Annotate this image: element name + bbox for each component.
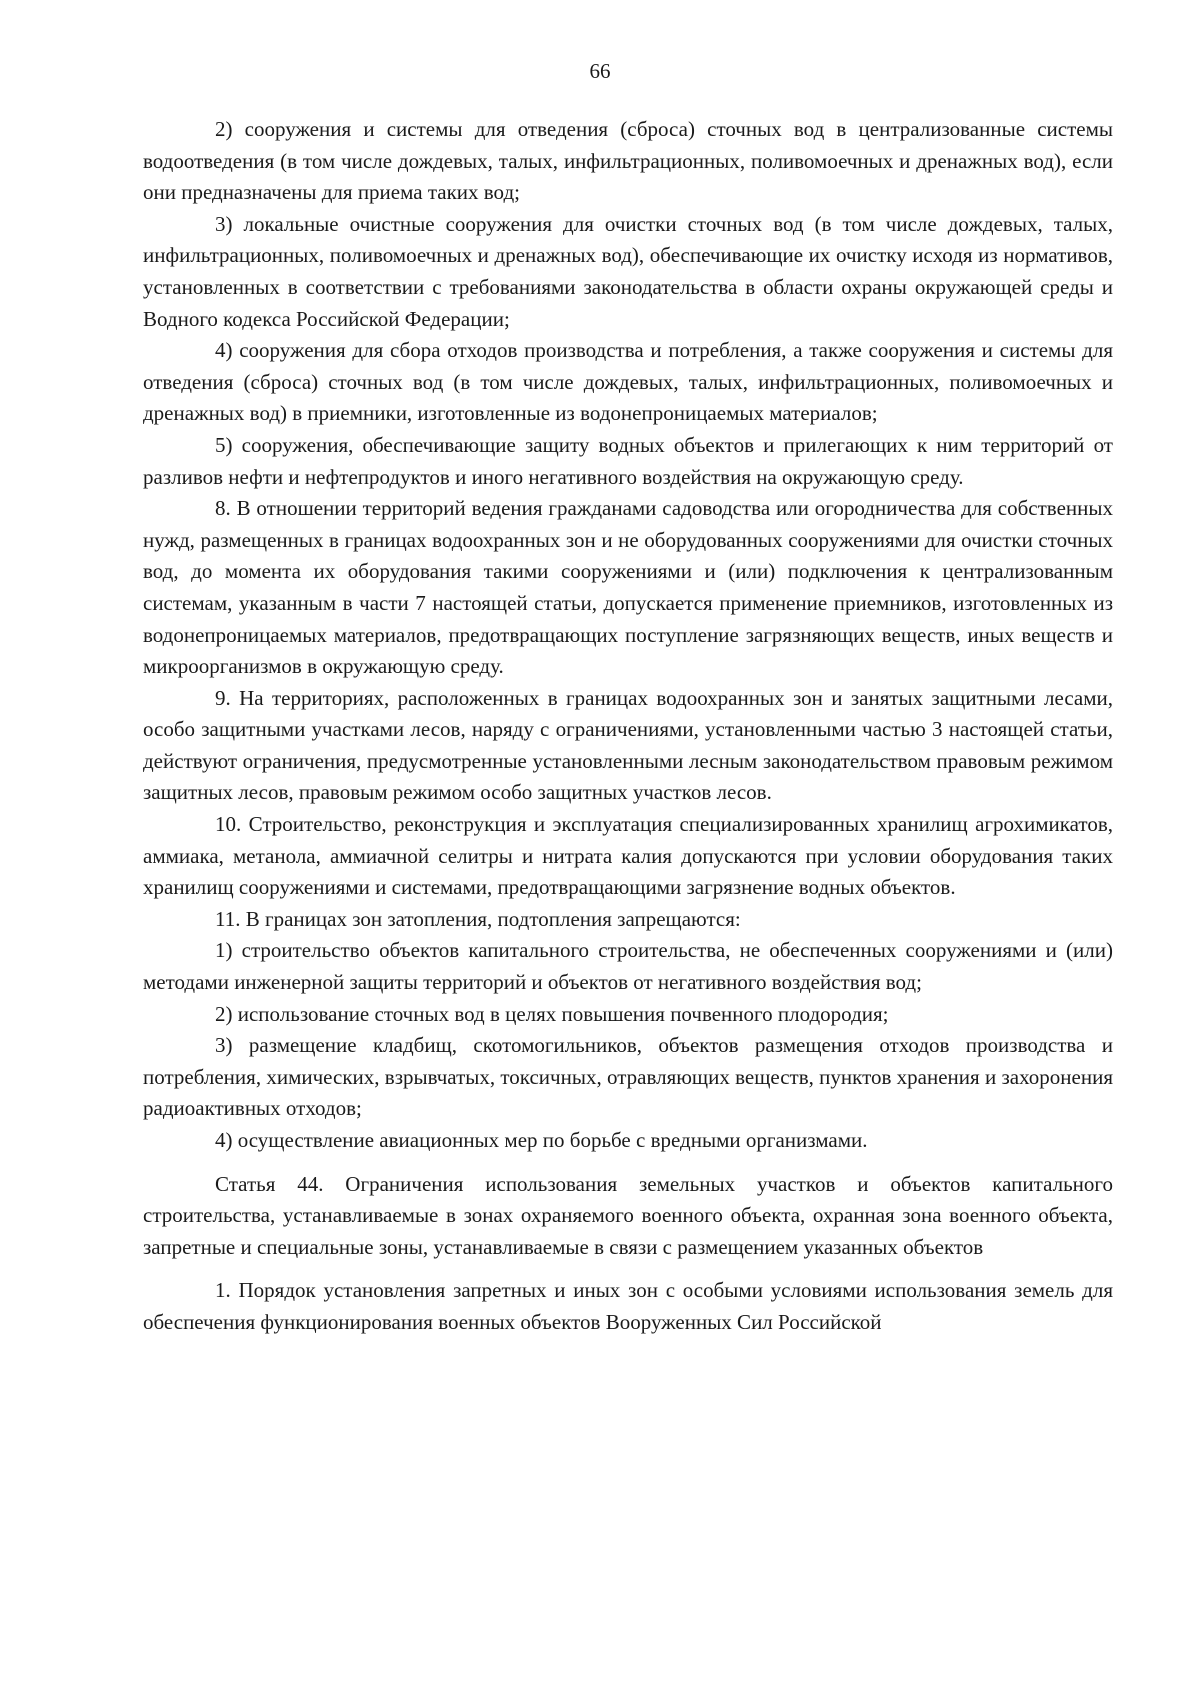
paragraph-part-11-item-4: 4) осуществление авиационных мер по борьбе с вредными организмами. [215,1128,868,1152]
paragraph-part-9: 9. На территориях, расположенных в границах водоохранных зон и занятых защитными лесами, особо защитными участками лесов, наряду с ограничениями, установленными частью 3 настоящей статьи, действуют ограничения, предусмотренные установленными лесным законодательством правовым режимом защитных лесов, правовым режимом особо защитных участков лесов. [143,685,1113,805]
paragraph-item-4: 4) сооружения для сбора отходов производства и потребления, а также сооружения и системы для отведения (сброса) сточных вод (в том числе дождевых, талых, инфильтрационных, поливомоечных и дренажных вод) в приемники, изготовленные из водонепроницаемых материалов; [143,338,1113,426]
paragraph-part-11-item-1: 1) строительство объектов капитального строительства, не обеспеченных сооружениями и (или) методами инженерной защиты территорий и объектов от негативного воздействия вод; [143,938,1113,995]
paragraph-part-8: 8. В отношении территорий ведения гражданами садоводства или огородничества для собственных нужд, размещенных в границах водоохранных зон и не оборудованных сооружениями для очистки сточных вод, до момента их оборудования такими сооружениями и (или) подключения к централизованным системам, указанным в части 7 настоящей статьи, допускается применение приемников, изготовленных из водонепроницаемых материалов, предотвращающих поступление загрязняющих веществ, иных веществ и микроорганизмов в окружающую среду. [143,496,1113,679]
page-number: 66 [589,59,611,83]
paragraph-part-11-item-2: 2) использование сточных вод в целях повышения почвенного плодородия; [215,1001,889,1026]
paragraph-item-5: 5) сооружения, обеспечивающие защиту водных объектов и прилегающих к ним территорий от разливов нефти и нефтепродуктов и иного негативного воздействия на окружающую среду. [143,432,1113,489]
paragraph-part-10: 10. Строительство, реконструкция и эксплуатация специализированных хранилищ агрохимикатов, аммиака, метанола, аммиачной селитры и нитрата калия допускаются при условии оборудования таких хранилищ сооружениями и системами, предотвращающими загрязнение водных объектов. [143,812,1113,900]
paragraph-item-3: 3) локальные очистные сооружения для очистки сточных вод (в том числе дождевых, талых, инфильтрационных, поливомоечных и дренажных вод), обеспечивающие их очистку исходя из нормативов, установленных в соответствии с требованиями законодательства в области охраны окружающей среды и Водного кодекса Российской Федерации; [143,211,1113,331]
paragraph-part-11: 11. В границах зон затопления, подтопления запрещаются: [215,906,741,931]
paragraph-part-11-item-3: 3) размещение кладбищ, скотомогильников, объектов размещения отходов производства и потребления, химических, взрывчатых, токсичных, отравляющих веществ, пунктов хранения и захоронения радиоактивных отходов; [143,1033,1113,1121]
document-body [143,114,1113,1339]
article-heading: Статья 44. Ограничения использования земельных участков и объектов капитального строительства, устанавливаемые в зонах охраняемого военного объекта, охранная зона военного объекта, запретные и специальные зоны, устанавливаемые в связи с размещением указанных объектов [143,1171,1113,1259]
article-paragraph-1: 1. Порядок установления запретных и иных зон с особыми условиями использования земель для обеспечения функционирования военных объектов Вооруженных Сил Российской [143,1278,1113,1334]
paragraph-item-2: 2) сооружения и системы для отведения (сброса) сточных вод в централизованные системы водоотведения (в том числе дождевых, талых, инфильтрационных, поливомоечных и дренажных вод), если они предназначены для приема таких вод; [143,117,1113,205]
